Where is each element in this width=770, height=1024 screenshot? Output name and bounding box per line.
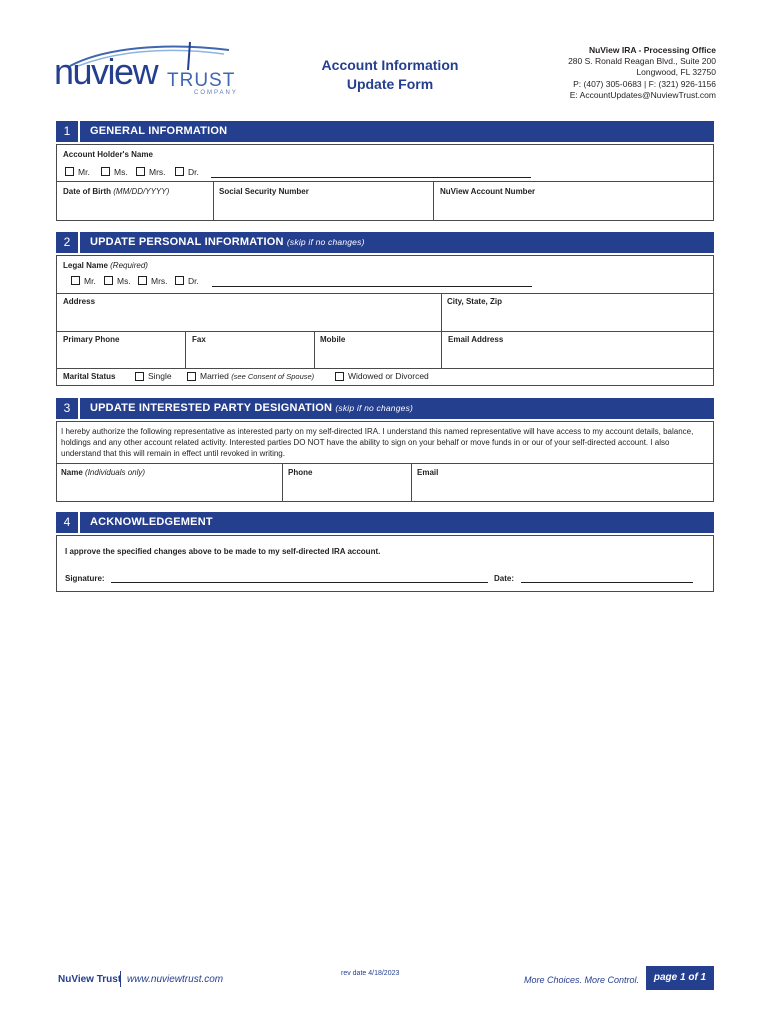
footer-url-link[interactable]: www.nuviewtrust.com [127,974,224,985]
office-address-block [568,45,716,101]
logo-trust: TRUST [167,70,236,91]
title-ms-label: Ms. [114,167,128,177]
legal-ms-checkbox[interactable] [104,276,113,285]
signature-input[interactable] [111,582,488,583]
row-divider [57,293,713,294]
section-2-header [56,232,714,253]
section-4-title: ACKNOWLEDGEMENT [90,516,213,528]
email-address-label: Email Address [448,335,504,344]
section-4-header [56,512,714,533]
office-name: NuView IRA - Processing Office [588,45,716,55]
revision-date: rev date 4/18/2023 [341,970,400,977]
section-1-title: GENERAL INFORMATION [90,125,228,137]
married-label: Married (see Consent of Spouse) [200,371,315,381]
fax-label: Fax [192,335,206,344]
widowed-label: Widowed or Divorced [348,371,429,381]
office-phones: P: (407) 305-0683 | F: (321) 926-1156 [573,78,716,89]
single-checkbox[interactable] [135,372,144,381]
ssn-label: Social Security Number [219,187,309,196]
form-title-line1: Account Information [321,57,459,73]
signature-label: Signature: [65,574,105,583]
date-input[interactable] [521,582,693,583]
married-checkbox[interactable] [187,372,196,381]
title-mrs-checkbox[interactable] [136,167,145,176]
title-dr-label: Dr. [188,167,199,177]
single-label: Single [148,371,172,381]
legal-mr-label: Mr. [84,276,96,286]
marital-status-label: Marital Status [63,372,116,381]
legal-mrs-checkbox[interactable] [138,276,147,285]
primary-phone-label: Primary Phone [63,335,120,344]
office-address2: Longwood, FL 32750 [636,67,716,78]
section-2-box [56,255,714,386]
account-holder-name-input[interactable] [211,177,531,178]
col-divider [282,463,283,502]
dob-label: Date of Birth (MM/DD/YYYY) [63,187,170,196]
date-label: Date: [494,574,515,583]
title-mr-label: Mr. [78,167,90,177]
footer [56,966,714,992]
widowed-checkbox[interactable] [335,372,344,381]
section-4-box [56,535,714,592]
logo-name: nuview [54,51,158,92]
section-2-title: UPDATE PERSONAL INFORMATION (skip if no changes) [90,236,365,248]
party-phone-label: Phone [288,468,313,477]
section-3-box [56,421,714,502]
page-indicator: page 1 of 1 [646,966,714,990]
office-address1: 280 S. Ronald Reagan Blvd., Suite 200 [568,56,716,67]
title-mrs-label: Mrs. [149,167,166,177]
section-3-header [56,398,714,419]
footer-tagline: More Choices. More Control. [524,975,640,985]
legal-name-input[interactable] [212,286,532,287]
col-divider [314,331,315,368]
footer-brand: NuView Trust [58,974,122,985]
col-divider [441,293,442,331]
legal-name-label: Legal Name (Required) [63,261,148,270]
office-email: E: AccountUpdates@NuviewTrust.com [569,89,716,100]
col-divider [185,331,186,368]
address-label: Address [63,297,96,306]
mobile-label: Mobile [320,335,346,344]
row-divider [57,368,713,369]
acknowledgement-statement: I approve the specified changes above to be made to my self-directed IRA account. [65,547,381,556]
section-3-number: 3 [56,398,80,419]
row-divider [57,463,713,464]
title-ms-checkbox[interactable] [101,167,110,176]
company-logo [54,40,244,100]
legal-ms-label: Ms. [117,276,131,286]
section-1-number: 1 [56,121,80,142]
section-3-title: UPDATE INTERESTED PARTY DESIGNATION (skip if no changes) [90,402,414,414]
legal-dr-label: Dr. [188,276,199,286]
account-number-label: NuView Account Number [440,187,536,196]
account-holder-label: Account Holder's Name [63,150,153,159]
form-title-line2: Update Form [346,76,434,92]
col-divider [411,463,412,502]
section-2-number: 2 [56,232,80,253]
legal-mrs-label: Mrs. [151,276,168,286]
section-4-number: 4 [56,512,80,533]
col-divider [441,331,442,368]
form-title [290,56,490,94]
footer-separator [120,971,121,987]
authorization-paragraph: I hereby authorize the following representative as interested party on my self-directed IRA. I understand this named representative will have access to my account details, balance, holdings and any other account related activity. Interested parties DO NOT have the ability to sign on your behalf or move funds in or our of your self-directed account. I also understand that this will remain in effect until revoked in writing. [61,427,694,458]
section-1-box [56,144,714,221]
col-divider [433,181,434,221]
title-mr-checkbox[interactable] [65,167,74,176]
party-email-label: Email [417,468,439,477]
city-state-zip-label: City, State, Zip [447,297,502,306]
row-divider [57,181,713,182]
party-name-label: Name (Individuals only) [61,468,146,477]
title-dr-checkbox[interactable] [175,167,184,176]
section-1-header [56,121,714,142]
legal-mr-checkbox[interactable] [71,276,80,285]
col-divider [213,181,214,221]
row-divider [57,331,713,332]
legal-dr-checkbox[interactable] [175,276,184,285]
logo-company: COMPANY [194,90,238,96]
